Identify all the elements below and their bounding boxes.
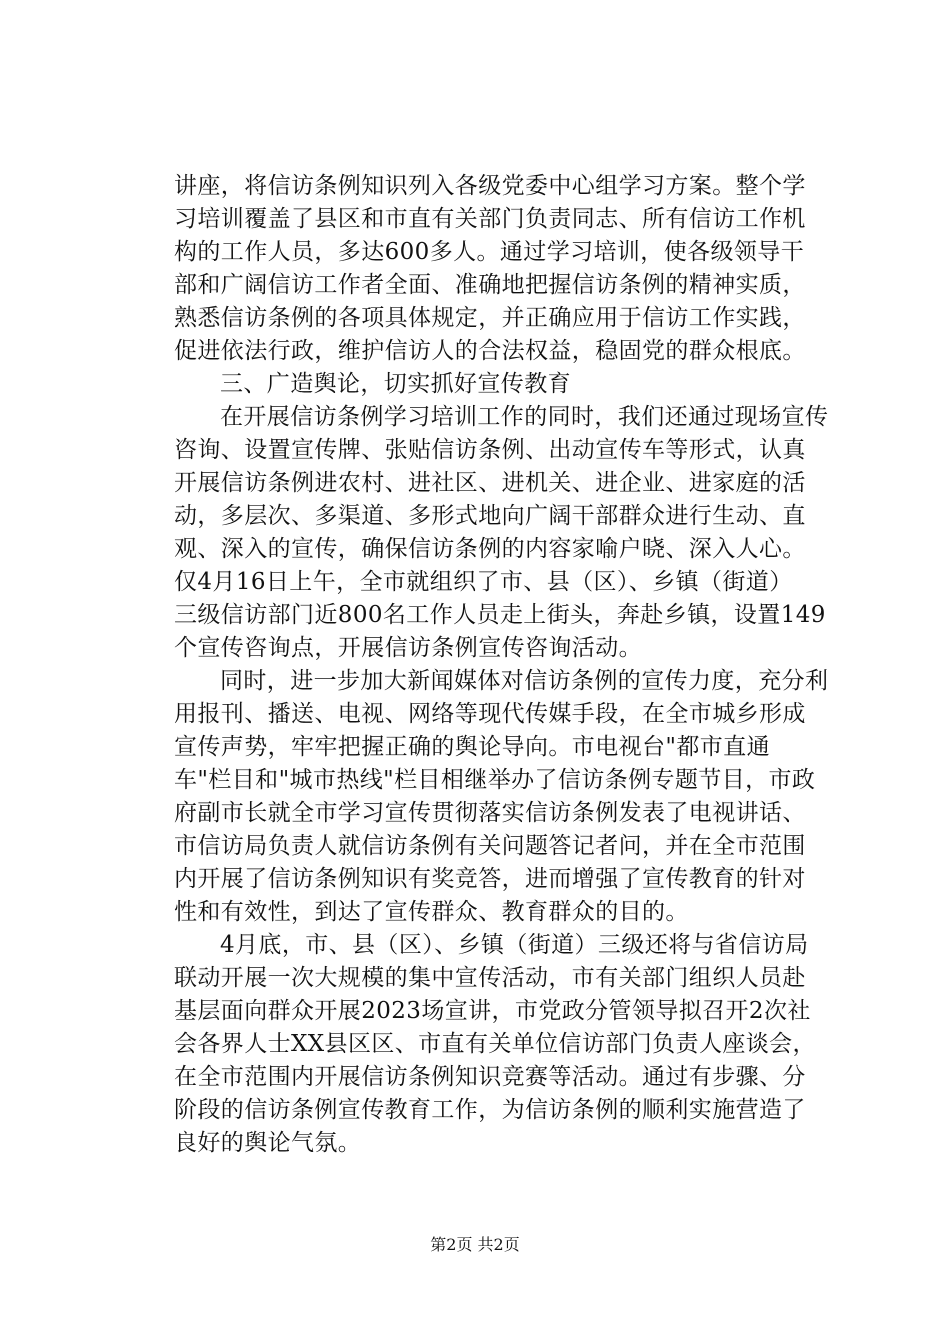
- text-line: 车"栏目和"城市热线"栏目相继举办了信访条例专题节目，市政: [174, 767, 816, 793]
- text-line: 良好的舆论气氛。: [174, 1130, 362, 1156]
- text-line: 熟悉信访条例的各项具体规定，并正确应用于信访工作实践，: [174, 305, 806, 331]
- text-line: 同时，进一步加大新闻媒体对信访条例的宣传力度，充分利: [220, 668, 829, 694]
- text-line: 构的工作人员，多达600多人。通过学习培训，使各级领导干: [174, 239, 805, 265]
- section-heading: 三、广造舆论，切实抓好宣传教育: [220, 371, 571, 397]
- text-line: 阶段的信访条例宣传教育工作，为信访条例的顺利实施营造了: [174, 1097, 806, 1123]
- text-line: 市信访局负责人就信访条例有关问题答记者问，并在全市范围: [174, 833, 806, 859]
- text-line: 部和广阔信访工作者全面、准确地把握信访条例的精神实质，: [174, 272, 806, 298]
- text-line: 会各界人士XX县区区、市直有关单位信访部门负责人座谈会，: [174, 1031, 816, 1057]
- text-line: 用报刊、播送、电视、网络等现代传媒手段，在全市城乡形成: [174, 701, 806, 727]
- text-line: 习培训覆盖了县区和市直有关部门负责同志、所有信访工作机: [174, 206, 806, 232]
- document-body: [174, 170, 838, 1160]
- text-line: 在全市范围内开展信访条例知识竞赛等活动。通过有步骤、分: [174, 1064, 806, 1090]
- text-line: 宣传声势，牢牢把握正确的舆论导向。市电视台"都市直通: [174, 734, 770, 760]
- text-line: 促进依法行政，维护信访人的合法权益，稳固党的群众根底。: [174, 338, 806, 364]
- text-line: 个宣传咨询点，开展信访条例宣传咨询活动。: [174, 635, 642, 661]
- text-line: 内开展了信访条例知识有奖竞答，进而增强了宣传教育的针对: [174, 866, 806, 892]
- text-line: 4月底，市、县（区）、乡镇（街道）三级还将与省信访局: [220, 932, 809, 958]
- text-line: 性和有效性，到达了宣传群众、教育群众的目的。: [174, 899, 689, 925]
- text-line: 联动开展一次大规模的集中宣传活动，市有关部门组织人员赴: [174, 965, 806, 991]
- text-line: 基层面向群众开展2023场宣讲，市党政分管领导拟召开2次社: [174, 998, 811, 1024]
- text-line: 府副市长就全市学习宣传贯彻落实信访条例发表了电视讲话、: [174, 800, 806, 826]
- text-line: 咨询、设置宣传牌、张贴信访条例、出动宣传车等形式，认真: [174, 437, 806, 463]
- text-line: 在开展信访条例学习培训工作的同时，我们还通过现场宣传: [220, 404, 829, 430]
- page-footer: 第2页 共2页: [430, 1235, 520, 1254]
- text-line: 三级信访部门近800名工作人员走上街头，奔赴乡镇，设置149: [174, 602, 826, 628]
- text-line: 动，多层次、多渠道、多形式地向广阔干部群众进行生动、直: [174, 503, 806, 529]
- text-line: 开展信访条例进农村、进社区、进机关、进企业、进家庭的活: [174, 470, 806, 496]
- text-line: 讲座，将信访条例知识列入各级党委中心组学习方案。整个学: [174, 173, 806, 199]
- text-line: 观、深入的宣传，确保信访条例的内容家喻户晓、深入人心。: [174, 536, 806, 562]
- text-line: 仅4月16日上午，全市就组织了市、县（区）、乡镇（街道）: [174, 569, 793, 595]
